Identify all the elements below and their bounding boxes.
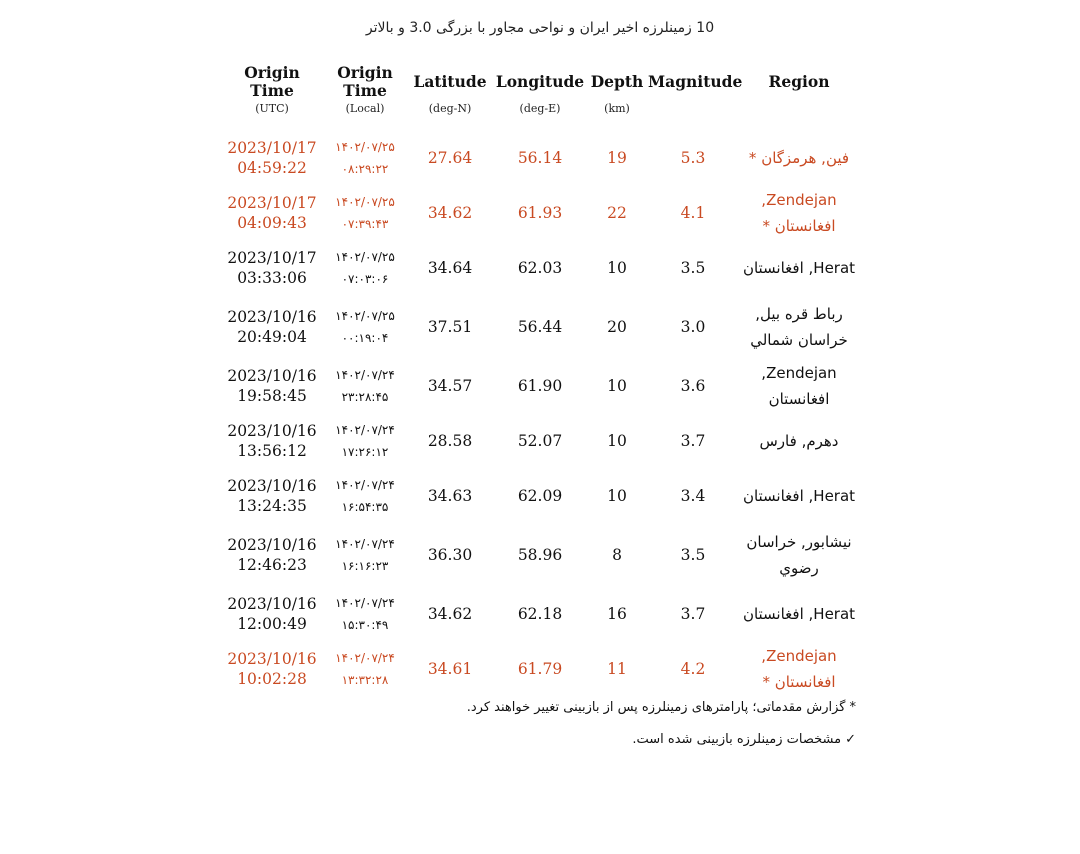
local-time: ۱۶:۱۶:۲۳ <box>341 558 389 573</box>
utc-time: 13:24:35 <box>237 496 307 515</box>
cell-latitude: 34.64 <box>427 258 473 277</box>
cell-longitude: 56.44 <box>517 317 563 336</box>
cell-region: Zendejan, افغانستان * <box>761 190 837 235</box>
local-date: ۱۴۰۲/۰۷/۲۵ <box>335 308 395 323</box>
local-time: ۰۰:۱۹:۰۴ <box>341 330 389 345</box>
page-title: 10 زمینلرزه اخیر ایران و نواحی مجاور با بزرگی 3.0 و بالاتر <box>365 20 715 36</box>
local-time: ۱۳:۳۲:۲۸ <box>341 672 389 687</box>
cell-region: فین, هرمزگان * <box>748 148 850 167</box>
cell-local <box>324 295 406 358</box>
cell-local <box>324 586 406 641</box>
header-latitude: Latitude <box>413 72 487 91</box>
cell-depth: 11 <box>607 659 627 678</box>
cell-local <box>324 358 406 413</box>
unit-longitude: (deg-E) <box>519 102 561 115</box>
local-time: ۰۸:۲۹:۲۲ <box>341 161 389 176</box>
local-time: ۲۳:۲۸:۴۵ <box>341 389 389 404</box>
cell-depth: 10 <box>607 258 627 277</box>
cell-longitude: 62.03 <box>517 258 563 277</box>
cell-local <box>324 523 406 586</box>
utc-time: 04:59:22 <box>237 158 307 177</box>
utc-date: 2023/10/16 <box>227 307 317 326</box>
header-row <box>220 62 860 102</box>
cell-depth: 19 <box>607 148 627 167</box>
footnote-preliminary <box>467 700 856 715</box>
cell-magnitude: 3.7 <box>680 604 706 623</box>
checkmark-icon: ✓ <box>845 732 856 747</box>
cell-utc <box>220 358 324 413</box>
cell-region: Herat, افغانستان <box>742 486 856 505</box>
table-row[interactable] <box>220 358 860 413</box>
cell-magnitude: 3.5 <box>680 545 706 564</box>
unit-local: (Local) <box>345 102 385 115</box>
unit-utc: (UTC) <box>255 102 289 115</box>
cell-longitude: 61.90 <box>517 376 563 395</box>
cell-longitude: 62.18 <box>517 604 563 623</box>
table-row[interactable] <box>220 295 860 358</box>
asterisk-mark: * <box>849 700 856 715</box>
utc-time: 03:33:06 <box>237 268 307 287</box>
cell-region: رباط قره بیل, خراسان شمالي <box>750 304 848 349</box>
utc-date: 2023/10/16 <box>227 594 317 613</box>
utc-date: 2023/10/16 <box>227 649 317 668</box>
local-date: ۱۴۰۲/۰۷/۲۵ <box>335 194 395 209</box>
cell-depth: 20 <box>607 317 627 336</box>
cell-local <box>324 130 406 185</box>
unit-row <box>220 102 860 130</box>
local-date: ۱۴۰۲/۰۷/۲۴ <box>335 650 395 665</box>
utc-time: 19:58:45 <box>237 386 307 405</box>
cell-region: Herat, افغانستان <box>742 258 856 277</box>
cell-local <box>324 185 406 240</box>
header-longitude: Longitude <box>495 72 585 91</box>
local-date: ۱۴۰۲/۰۷/۲۴ <box>335 536 395 551</box>
cell-longitude: 52.07 <box>517 431 563 450</box>
utc-time: 12:46:23 <box>237 555 307 574</box>
cell-utc <box>220 523 324 586</box>
local-time: ۰۷:۰۳:۰۶ <box>341 271 389 286</box>
cell-latitude: 34.61 <box>427 659 473 678</box>
table-row[interactable] <box>220 240 860 295</box>
cell-latitude: 34.62 <box>427 203 473 222</box>
cell-utc <box>220 240 324 295</box>
table-row[interactable] <box>220 468 860 523</box>
table-row[interactable] <box>220 586 860 641</box>
utc-date: 2023/10/16 <box>227 535 317 554</box>
table-row[interactable] <box>220 185 860 240</box>
local-date: ۱۴۰۲/۰۷/۲۵ <box>335 139 395 154</box>
cell-magnitude: 4.1 <box>680 203 706 222</box>
cell-utc <box>220 413 324 468</box>
footnote-preliminary-text: گزارش مقدماتی؛ پارامترهای زمینلرزه پس از بازبینی تغییر خواهند کرد. <box>466 700 846 715</box>
local-date: ۱۴۰۲/۰۷/۲۴ <box>335 595 395 610</box>
unit-magnitude <box>648 102 738 130</box>
cell-region: Zendejan, افغانستان <box>761 363 837 408</box>
footnote-reviewed <box>632 732 856 747</box>
cell-latitude: 34.62 <box>427 604 473 623</box>
cell-utc <box>220 130 324 185</box>
cell-longitude: 61.93 <box>517 203 563 222</box>
cell-magnitude: 5.3 <box>680 148 706 167</box>
cell-local <box>324 468 406 523</box>
cell-local <box>324 240 406 295</box>
local-time: ۱۶:۵۴:۳۵ <box>341 499 389 514</box>
cell-utc <box>220 586 324 641</box>
cell-region: نیشابور, خراسان رضوي <box>746 532 852 577</box>
local-date: ۱۴۰۲/۰۷/۲۴ <box>335 367 395 382</box>
cell-depth: 22 <box>607 203 627 222</box>
local-time: ۱۵:۳۰:۴۹ <box>341 617 389 632</box>
unit-region <box>738 102 860 130</box>
utc-time: 13:56:12 <box>237 441 307 460</box>
cell-latitude: 27.64 <box>427 148 473 167</box>
local-date: ۱۴۰۲/۰۷/۲۴ <box>335 477 395 492</box>
cell-latitude: 34.57 <box>427 376 473 395</box>
local-date: ۱۴۰۲/۰۷/۲۵ <box>335 249 395 264</box>
cell-utc <box>220 295 324 358</box>
cell-depth: 10 <box>607 376 627 395</box>
cell-latitude: 37.51 <box>427 317 473 336</box>
cell-longitude: 61.79 <box>517 659 563 678</box>
cell-depth: 8 <box>612 545 622 564</box>
cell-depth: 16 <box>607 604 627 623</box>
utc-date: 2023/10/17 <box>227 193 317 212</box>
cell-region: Zendejan, افغانستان * <box>761 646 837 691</box>
table-row[interactable] <box>220 130 860 185</box>
earthquake-table <box>220 62 860 696</box>
cell-utc <box>220 641 324 696</box>
cell-longitude: 62.09 <box>517 486 563 505</box>
local-time: ۱۷:۲۶:۱۲ <box>341 444 389 459</box>
cell-utc <box>220 185 324 240</box>
table-row[interactable] <box>220 413 860 468</box>
cell-longitude: 56.14 <box>517 148 563 167</box>
utc-time: 04:09:43 <box>237 213 307 232</box>
cell-depth: 10 <box>607 486 627 505</box>
cell-magnitude: 3.0 <box>680 317 706 336</box>
cell-latitude: 28.58 <box>427 431 473 450</box>
cell-depth: 10 <box>607 431 627 450</box>
utc-date: 2023/10/16 <box>227 421 317 440</box>
utc-date: 2023/10/17 <box>227 138 317 157</box>
cell-local <box>324 413 406 468</box>
cell-local <box>324 641 406 696</box>
cell-longitude: 58.96 <box>517 545 563 564</box>
unit-depth: (km) <box>604 102 630 115</box>
cell-latitude: 34.63 <box>427 486 473 505</box>
header-origin-time-local: Origin Time <box>337 63 393 100</box>
cell-utc <box>220 468 324 523</box>
cell-magnitude: 3.7 <box>680 431 706 450</box>
cell-region: Herat, افغانستان <box>742 604 856 623</box>
cell-magnitude: 3.4 <box>680 486 706 505</box>
header-magnitude: Magnitude <box>648 72 743 91</box>
cell-region: دهرم, فارس <box>759 431 839 450</box>
footnote-reviewed-text: مشخصات زمینلرزه بازبینی شده است. <box>632 732 842 747</box>
table-row[interactable] <box>220 523 860 586</box>
utc-time: 20:49:04 <box>237 327 307 346</box>
local-time: ۰۷:۳۹:۴۳ <box>341 216 389 231</box>
cell-magnitude: 4.2 <box>680 659 706 678</box>
cell-latitude: 36.30 <box>427 545 473 564</box>
utc-date: 2023/10/16 <box>227 366 317 385</box>
utc-date: 2023/10/17 <box>227 248 317 267</box>
header-region: Region <box>768 72 830 91</box>
unit-latitude: (deg-N) <box>428 102 472 115</box>
header-depth: Depth <box>590 72 644 91</box>
cell-magnitude: 3.5 <box>680 258 706 277</box>
local-date: ۱۴۰۲/۰۷/۲۴ <box>335 422 395 437</box>
utc-time: 12:00:49 <box>237 614 307 633</box>
header-origin-time-utc: Origin Time <box>244 63 300 100</box>
cell-magnitude: 3.6 <box>680 376 706 395</box>
table-row[interactable] <box>220 641 860 696</box>
utc-date: 2023/10/16 <box>227 476 317 495</box>
table-body <box>220 130 860 696</box>
utc-time: 10:02:28 <box>237 669 307 688</box>
